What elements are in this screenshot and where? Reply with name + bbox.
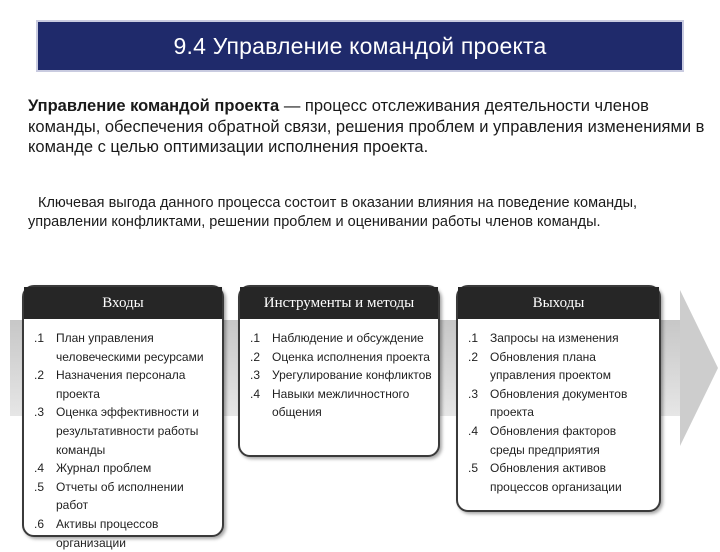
tools-heading: Инструменты и методы — [240, 287, 438, 319]
list-item-number: .5 — [34, 479, 45, 494]
list-item-text: Отчеты об исполнении работ — [56, 479, 184, 513]
benefit-paragraph: Ключевая выгода данного процесса состоит в оказании влияния на поведение команды, управлении конфликтами, решении проблем и оценивании работы членов команды. — [28, 195, 638, 230]
slide-title-bar — [36, 20, 684, 72]
inputs-heading: Входы — [24, 287, 222, 319]
process-arrow-head — [680, 290, 718, 446]
list-item-number: .3 — [250, 368, 261, 383]
outputs-heading: Выходы — [458, 287, 659, 319]
list-item-text: Обновления плана управления проектом — [490, 349, 611, 383]
list-item-text: План управления человеческими ресурсами — [56, 331, 204, 364]
outputs-list — [458, 319, 659, 496]
list-item-text: Запросы на изменения — [490, 331, 619, 345]
list-item-text: Наблюдение и обсуждение — [272, 331, 424, 345]
list-item — [34, 366, 216, 403]
list-item — [34, 329, 216, 366]
list-item-number: .2 — [34, 368, 45, 383]
list-item-text: Назначения персонала проекта — [56, 368, 186, 401]
list-item-number: .1 — [468, 331, 479, 345]
list-item-number: .2 — [250, 349, 261, 364]
list-item-text: Навыки межличностного общения — [272, 386, 410, 420]
list-item-number: .3 — [468, 386, 479, 401]
list-item-number: .4 — [250, 386, 261, 401]
list-item-number: .4 — [34, 461, 45, 476]
list-item — [468, 459, 653, 496]
list-item — [250, 385, 432, 422]
tools-list — [240, 319, 438, 422]
list-item — [468, 422, 653, 459]
list-item-text: Оценка исполнения проекта — [272, 349, 430, 364]
list-item — [34, 459, 216, 478]
list-item — [34, 478, 216, 515]
list-item — [468, 348, 653, 385]
list-item-text: Обновления активов процессов организации — [490, 461, 622, 494]
list-item-text: Обновления факторов среды предприятия — [490, 423, 617, 457]
list-item — [250, 366, 432, 385]
list-item-number: .4 — [468, 423, 479, 438]
list-item — [34, 515, 216, 552]
list-item-number: .1 — [34, 331, 45, 345]
list-item-text: Оценка эффективности и результативности работы команды — [56, 405, 199, 457]
list-item — [250, 329, 432, 348]
slide-title: 9.4 Управление командой проекта — [173, 32, 547, 59]
tools-box — [238, 285, 440, 457]
definition-term: Управление командой проекта — [28, 97, 280, 115]
list-item — [468, 385, 653, 422]
list-item-text: Урегулирование конфликтов — [272, 368, 432, 383]
list-item-text: Обновления документов проекта — [490, 386, 628, 420]
list-item-number: .2 — [468, 349, 479, 364]
list-item-number: .6 — [34, 516, 45, 531]
list-item — [250, 348, 432, 367]
inputs-list — [24, 319, 222, 552]
list-item-number: .5 — [468, 461, 479, 476]
list-item-number: .3 — [34, 405, 45, 420]
inputs-box — [22, 285, 224, 550]
list-item — [34, 403, 216, 459]
list-item-text: Журнал проблем — [56, 461, 152, 476]
list-item-number: .1 — [250, 331, 261, 345]
list-item-text: Активы процессов организации — [56, 516, 159, 550]
definition-text: — процесс отслеживания деятельности членов команды, обеспечения обратной связи, решения проблем и управления изменениями в команде с целью оптимизации исполнения проекта. — [28, 97, 705, 156]
list-item — [468, 329, 653, 348]
outputs-box — [456, 285, 661, 512]
definition-paragraph — [28, 96, 708, 158]
